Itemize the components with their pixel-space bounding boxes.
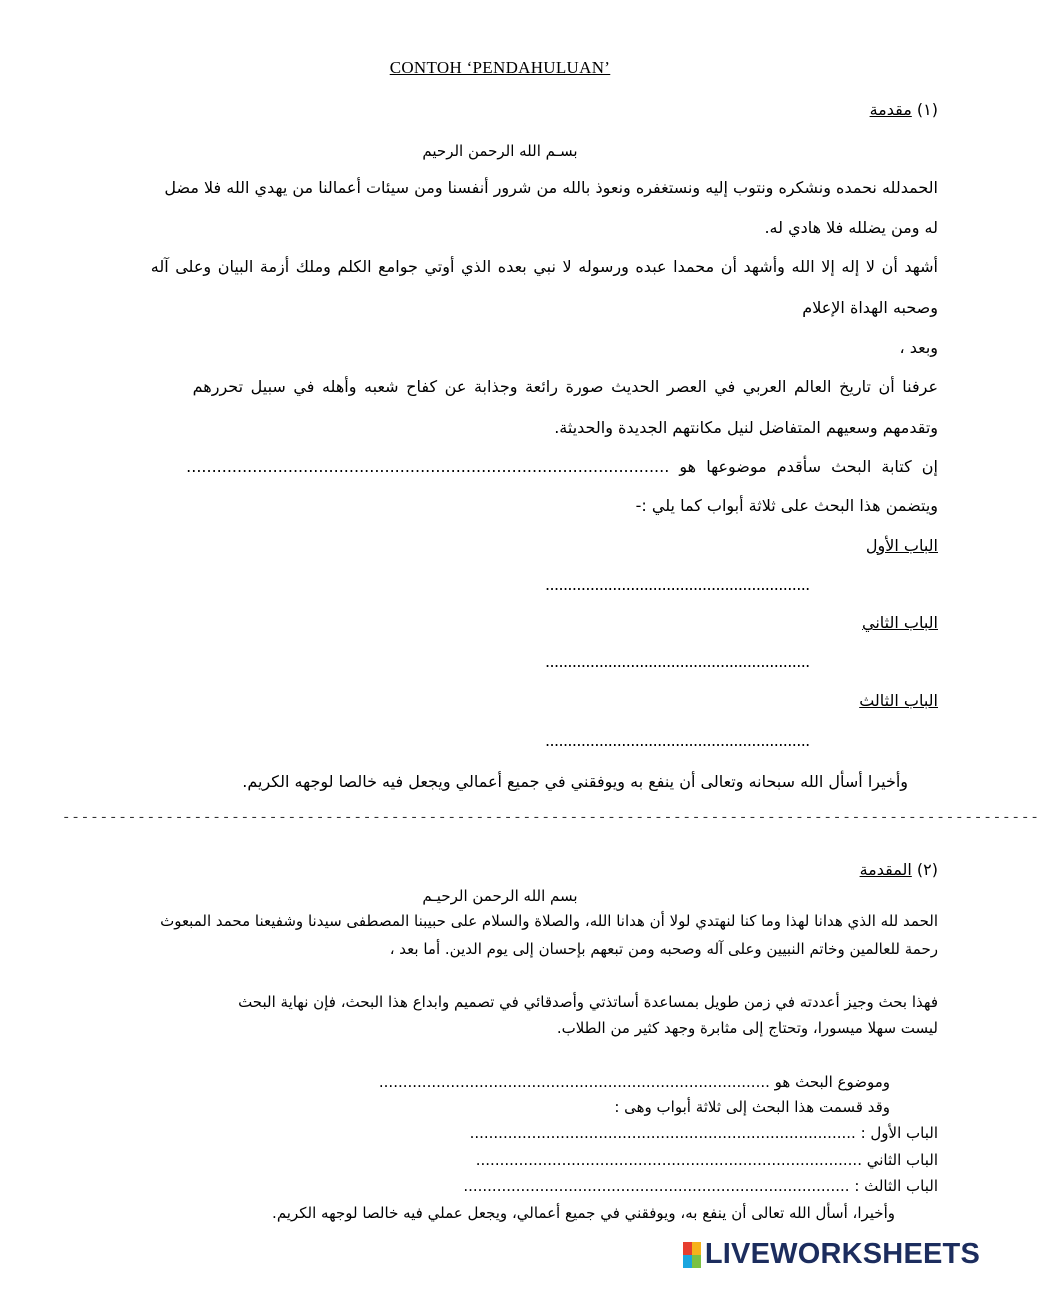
section1-wabad: وبعد ،	[899, 338, 938, 357]
section1-heading	[870, 100, 938, 119]
section2-chapter1	[470, 1124, 938, 1142]
section2-topic-label: وموضوع البحث هو	[774, 1073, 890, 1091]
section2-heading-label: المقدمة	[859, 860, 912, 879]
section1-topic-label: إن كتابة البحث سأقدم موضوعها هو	[679, 457, 938, 476]
section2-chapter3-label: الباب الثالث :	[854, 1177, 938, 1195]
section2-p1-line2: رحمة للعالمين وخاتم النبيين وعلى آله وصحبه ومن تبعهم بإحسان إلى يوم الدين. أما بعد ،	[389, 940, 938, 958]
section1-chapter3-dots: ...........................................................	[545, 731, 810, 750]
section1-heading-label: مقدمة	[869, 100, 912, 119]
section2-heading-number: (٢)	[916, 860, 938, 879]
section-divider: --------------------------------------------------------------------------------------------------------	[62, 810, 1040, 826]
section1-p3-line2: وتقدمهم وسعيهم المتفاضل لنيل مكانتهم الجديدة والحديثة.	[554, 418, 938, 437]
section1-p3-line1: عرفنا أن تاريخ العالم العربي في العصر الحديث صورة رائعة وجذابة عن كفاح شعبه وأهله في سبيل تحررهم	[192, 377, 938, 396]
section1-p2-line1: أشهد أن لا إله إلا الله وأشهد أن محمدا عبده ورسوله لا نبي بعده الذي أوتي جوامع الكلم وملك أزمة البيان وعلى آله	[150, 257, 938, 276]
section2-basmala: بسم الله الرحمن الرحيـم	[422, 887, 578, 905]
liveworksheets-logo-icon	[683, 1242, 701, 1268]
section2-chapter3-dots: .................................................................................	[463, 1177, 850, 1195]
section1-chapter3-label: الباب الثالث	[859, 691, 938, 710]
liveworksheets-logo	[683, 1238, 980, 1271]
section2-chapter2	[476, 1151, 938, 1169]
liveworksheets-logo-text: LIVEWORKSHEETS	[704, 1238, 980, 1270]
section2-chapter1-dots: .................................................................................	[469, 1124, 856, 1142]
section2-divided: وقد قسمت هذا البحث إلى ثلاثة أبواب وهى :	[614, 1098, 890, 1116]
section2-p2-line1: فهذا بحث وجيز أعددته في زمن طويل بمساعدة أساتذتي وأصدقائي في تصميم وابداع هذا البحث، فإن نهاية البحث	[238, 993, 938, 1011]
section2-p1-line1: الحمد لله الذي هدانا لهذا وما كنا لنهتدي لولا أن هدانا الله، والصلاة والسلام على حبيبنا المصطفى سيدنا وشفيعنا محمد المبعوث	[160, 912, 938, 930]
section2-chapter1-label: الباب الأول :	[860, 1124, 938, 1142]
section2-chapter2-dots: .................................................................................	[475, 1151, 862, 1169]
section1-contains: ويتضمن هذا البحث على ثلاثة أبواب كما يلي :-	[635, 496, 938, 515]
section1-topic-line	[186, 457, 938, 476]
section1-p1-line2: له ومن يضلله فلا هادي له.	[764, 218, 938, 237]
section2-chapter3	[463, 1177, 938, 1195]
section1-topic-dots: ...............................................................................................	[186, 457, 670, 476]
section2-topic-line	[379, 1073, 890, 1091]
section2-closing: وأخيرا، أسأل الله تعالى أن ينفع به، ويوفقني في جميع أعمالي، ويجعل عملي فيه خالصا لوجهه الكريم.	[272, 1204, 895, 1222]
section2-chapter2-label: الباب الثاني	[866, 1151, 938, 1169]
section1-heading-number: (١)	[916, 100, 938, 119]
section1-p2-line2: وصحبه الهداة الإعلام	[802, 298, 938, 317]
section2-p2-line2: ليست سهلا ميسورا، وتحتاج إلى مثابرة وجهد كثير من الطلاب.	[556, 1019, 938, 1037]
section2-heading	[860, 860, 938, 879]
section1-basmala: بسـم الله الرحمن الرحيم	[422, 142, 578, 160]
page-title: CONTOH ‘PENDAHULUAN’	[389, 58, 611, 77]
section1-chapter1-dots: ...........................................................	[545, 575, 810, 594]
section1-p1-line1-text: الحمدلله نحمده ونشكره ونتوب إليه ونستغفره ونعوذ بالله من شرور أنفسنا ومن سيئات أعمالنا من يهدي الله فلا مضل	[164, 178, 938, 197]
section1-chapter2-dots: ...........................................................	[545, 652, 810, 671]
section1-chapter2-label: الباب الثاني	[862, 613, 938, 632]
section1-closing: وأخيرا أسأل الله سبحانه وتعالى أن ينفع به ويوفقني في جميع أعمالي ويجعل فيه خالصا لوجهه الكريم.	[242, 772, 908, 791]
section1-chapter1-label: الباب الأول	[865, 536, 938, 555]
section2-topic-dots: ..................................................................................	[378, 1073, 770, 1091]
